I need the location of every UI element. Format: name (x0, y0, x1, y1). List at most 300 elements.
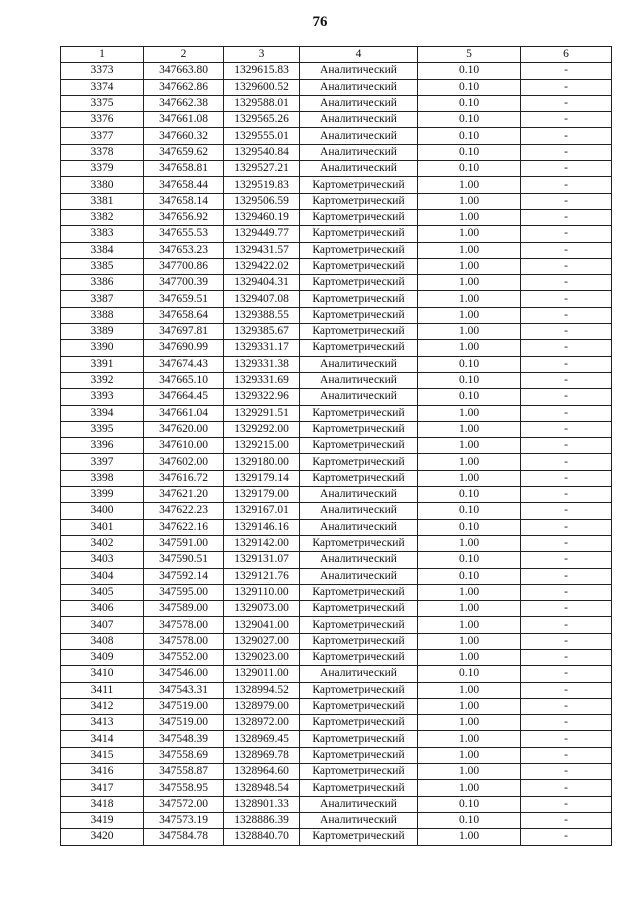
x-coordinate-cell: 347558.87 (144, 764, 224, 780)
description-cell: - (521, 454, 612, 470)
table-row (61, 405, 612, 421)
accuracy-cell: 0.10 (418, 161, 521, 177)
y-coordinate-cell: 1329615.83 (224, 63, 300, 79)
y-coordinate-cell: 1328969.45 (224, 731, 300, 747)
y-coordinate-cell: 1329146.16 (224, 519, 300, 535)
accuracy-cell: 0.10 (418, 95, 521, 111)
y-coordinate-cell: 1329527.21 (224, 161, 300, 177)
description-cell: - (521, 780, 612, 796)
accuracy-cell: 0.10 (418, 666, 521, 682)
x-coordinate-cell: 347519.00 (144, 715, 224, 731)
method-cell: Картометрический (300, 340, 418, 356)
x-coordinate-cell: 347658.14 (144, 193, 224, 209)
point-number-cell: 3408 (61, 633, 144, 649)
y-coordinate-cell: 1329121.76 (224, 568, 300, 584)
point-number-cell: 3393 (61, 389, 144, 405)
method-cell: Аналитический (300, 356, 418, 372)
accuracy-cell: 1.00 (418, 535, 521, 551)
accuracy-cell: 1.00 (418, 633, 521, 649)
column-header-3: 3 (224, 47, 300, 63)
x-coordinate-cell: 347660.32 (144, 128, 224, 144)
y-coordinate-cell: 1329460.19 (224, 209, 300, 225)
y-coordinate-cell: 1328969.78 (224, 747, 300, 763)
y-coordinate-cell: 1328948.54 (224, 780, 300, 796)
accuracy-cell: 1.00 (418, 324, 521, 340)
description-cell: - (521, 356, 612, 372)
method-cell: Аналитический (300, 568, 418, 584)
y-coordinate-cell: 1329073.00 (224, 601, 300, 617)
accuracy-cell: 0.10 (418, 356, 521, 372)
point-number-cell: 3409 (61, 649, 144, 665)
method-cell: Аналитический (300, 389, 418, 405)
x-coordinate-cell: 347578.00 (144, 617, 224, 633)
point-number-cell: 3399 (61, 487, 144, 503)
description-cell: - (521, 633, 612, 649)
description-cell: - (521, 340, 612, 356)
description-cell: - (521, 470, 612, 486)
description-cell: - (521, 95, 612, 111)
table-row (61, 601, 612, 617)
x-coordinate-cell: 347548.39 (144, 731, 224, 747)
x-coordinate-cell: 347656.92 (144, 209, 224, 225)
y-coordinate-cell: 1329588.01 (224, 95, 300, 111)
description-cell: - (521, 79, 612, 95)
y-coordinate-cell: 1329110.00 (224, 584, 300, 600)
method-cell: Аналитический (300, 95, 418, 111)
y-coordinate-cell: 1329041.00 (224, 617, 300, 633)
point-number-cell: 3388 (61, 307, 144, 323)
description-cell: - (521, 601, 612, 617)
x-coordinate-cell: 347663.80 (144, 63, 224, 79)
description-cell: - (521, 193, 612, 209)
point-number-cell: 3405 (61, 584, 144, 600)
accuracy-cell: 1.00 (418, 731, 521, 747)
table-row (61, 584, 612, 600)
x-coordinate-cell: 347620.00 (144, 421, 224, 437)
method-cell: Картометрический (300, 584, 418, 600)
accuracy-cell: 1.00 (418, 405, 521, 421)
point-number-cell: 3392 (61, 372, 144, 388)
x-coordinate-cell: 347661.04 (144, 405, 224, 421)
method-cell: Аналитический (300, 372, 418, 388)
table-row (61, 649, 612, 665)
x-coordinate-cell: 347658.64 (144, 307, 224, 323)
table-row (61, 63, 612, 79)
method-cell: Картометрический (300, 617, 418, 633)
method-cell: Картометрический (300, 764, 418, 780)
method-cell: Картометрический (300, 275, 418, 291)
y-coordinate-cell: 1329540.84 (224, 144, 300, 160)
description-cell: - (521, 209, 612, 225)
table-row (61, 764, 612, 780)
y-coordinate-cell: 1329027.00 (224, 633, 300, 649)
table-row (61, 258, 612, 274)
point-number-cell: 3381 (61, 193, 144, 209)
table-row (61, 438, 612, 454)
description-cell: - (521, 389, 612, 405)
accuracy-cell: 1.00 (418, 682, 521, 698)
table-row (61, 95, 612, 111)
point-number-cell: 3380 (61, 177, 144, 193)
table-row (61, 356, 612, 372)
table-row (61, 552, 612, 568)
method-cell: Картометрический (300, 535, 418, 551)
y-coordinate-cell: 1329431.57 (224, 242, 300, 258)
y-coordinate-cell: 1329215.00 (224, 438, 300, 454)
method-cell: Картометрический (300, 715, 418, 731)
y-coordinate-cell: 1328886.39 (224, 812, 300, 828)
y-coordinate-cell: 1329011.00 (224, 666, 300, 682)
method-cell: Аналитический (300, 63, 418, 79)
table-row (61, 454, 612, 470)
x-coordinate-cell: 347592.14 (144, 568, 224, 584)
description-cell: - (521, 519, 612, 535)
point-number-cell: 3415 (61, 747, 144, 763)
y-coordinate-cell: 1329291.51 (224, 405, 300, 421)
point-number-cell: 3374 (61, 79, 144, 95)
x-coordinate-cell: 347572.00 (144, 796, 224, 812)
method-cell: Картометрический (300, 324, 418, 340)
x-coordinate-cell: 347700.86 (144, 258, 224, 274)
point-number-cell: 3386 (61, 275, 144, 291)
table-row (61, 389, 612, 405)
description-cell: - (521, 242, 612, 258)
method-cell: Картометрический (300, 291, 418, 307)
method-cell: Картометрический (300, 601, 418, 617)
table-header (61, 47, 612, 63)
y-coordinate-cell: 1329600.52 (224, 79, 300, 95)
method-cell: Аналитический (300, 487, 418, 503)
description-cell: - (521, 682, 612, 698)
description-cell: - (521, 226, 612, 242)
accuracy-cell: 0.10 (418, 568, 521, 584)
point-number-cell: 3385 (61, 258, 144, 274)
method-cell: Аналитический (300, 812, 418, 828)
table-row (61, 144, 612, 160)
x-coordinate-cell: 347595.00 (144, 584, 224, 600)
table-row (61, 242, 612, 258)
y-coordinate-cell: 1329331.17 (224, 340, 300, 356)
point-number-cell: 3373 (61, 63, 144, 79)
table-row (61, 193, 612, 209)
description-cell: - (521, 421, 612, 437)
y-coordinate-cell: 1329422.02 (224, 258, 300, 274)
method-cell: Аналитический (300, 519, 418, 535)
accuracy-cell: 0.10 (418, 487, 521, 503)
y-coordinate-cell: 1329167.01 (224, 503, 300, 519)
accuracy-cell: 1.00 (418, 780, 521, 796)
accuracy-cell: 1.00 (418, 747, 521, 763)
table-row (61, 715, 612, 731)
accuracy-cell: 1.00 (418, 698, 521, 714)
method-cell: Картометрический (300, 698, 418, 714)
accuracy-cell: 0.10 (418, 812, 521, 828)
table-row (61, 307, 612, 323)
table-row (61, 731, 612, 747)
description-cell: - (521, 584, 612, 600)
table-row (61, 568, 612, 584)
x-coordinate-cell: 347658.44 (144, 177, 224, 193)
description-cell: - (521, 617, 612, 633)
method-cell: Картометрический (300, 405, 418, 421)
table-row (61, 829, 612, 845)
accuracy-cell: 0.10 (418, 144, 521, 160)
point-number-cell: 3390 (61, 340, 144, 356)
method-cell: Картометрический (300, 649, 418, 665)
y-coordinate-cell: 1329407.08 (224, 291, 300, 307)
accuracy-cell: 1.00 (418, 209, 521, 225)
point-number-cell: 3420 (61, 829, 144, 845)
point-number-cell: 3391 (61, 356, 144, 372)
y-coordinate-cell: 1328972.00 (224, 715, 300, 731)
table-row (61, 503, 612, 519)
x-coordinate-cell: 347558.95 (144, 780, 224, 796)
point-number-cell: 3379 (61, 161, 144, 177)
point-number-cell: 3414 (61, 731, 144, 747)
method-cell: Аналитический (300, 112, 418, 128)
point-number-cell: 3411 (61, 682, 144, 698)
description-cell: - (521, 258, 612, 274)
y-coordinate-cell: 1329519.83 (224, 177, 300, 193)
method-cell: Аналитический (300, 503, 418, 519)
table-row (61, 633, 612, 649)
point-number-cell: 3387 (61, 291, 144, 307)
x-coordinate-cell: 347546.00 (144, 666, 224, 682)
y-coordinate-cell: 1329179.14 (224, 470, 300, 486)
description-cell: - (521, 666, 612, 682)
description-cell: - (521, 63, 612, 79)
y-coordinate-cell: 1328840.70 (224, 829, 300, 845)
table-row (61, 128, 612, 144)
method-cell: Картометрический (300, 454, 418, 470)
method-cell: Картометрический (300, 226, 418, 242)
accuracy-cell: 1.00 (418, 649, 521, 665)
x-coordinate-cell: 347578.00 (144, 633, 224, 649)
x-coordinate-cell: 347658.81 (144, 161, 224, 177)
description-cell: - (521, 552, 612, 568)
x-coordinate-cell: 347558.69 (144, 747, 224, 763)
method-cell: Картометрический (300, 470, 418, 486)
point-number-cell: 3398 (61, 470, 144, 486)
point-number-cell: 3377 (61, 128, 144, 144)
point-number-cell: 3401 (61, 519, 144, 535)
accuracy-cell: 0.10 (418, 79, 521, 95)
point-number-cell: 3403 (61, 552, 144, 568)
page-number: 76 (312, 14, 328, 30)
description-cell: - (521, 144, 612, 160)
accuracy-cell: 1.00 (418, 340, 521, 356)
accuracy-cell: 0.10 (418, 63, 521, 79)
accuracy-cell: 1.00 (418, 470, 521, 486)
y-coordinate-cell: 1329331.38 (224, 356, 300, 372)
y-coordinate-cell: 1329180.00 (224, 454, 300, 470)
method-cell: Картометрический (300, 421, 418, 437)
point-number-cell: 3376 (61, 112, 144, 128)
method-cell: Аналитический (300, 79, 418, 95)
description-cell: - (521, 177, 612, 193)
method-cell: Картометрический (300, 258, 418, 274)
description-cell: - (521, 568, 612, 584)
accuracy-cell: 1.00 (418, 275, 521, 291)
point-number-cell: 3417 (61, 780, 144, 796)
y-coordinate-cell: 1329506.59 (224, 193, 300, 209)
x-coordinate-cell: 347697.81 (144, 324, 224, 340)
description-cell: - (521, 291, 612, 307)
y-coordinate-cell: 1329292.00 (224, 421, 300, 437)
accuracy-cell: 1.00 (418, 829, 521, 845)
accuracy-cell: 1.00 (418, 421, 521, 437)
y-coordinate-cell: 1329388.55 (224, 307, 300, 323)
table-row (61, 291, 612, 307)
point-number-cell: 3384 (61, 242, 144, 258)
column-header-1: 1 (61, 47, 144, 63)
description-cell: - (521, 128, 612, 144)
table-row (61, 747, 612, 763)
accuracy-cell: 1.00 (418, 584, 521, 600)
table-row (61, 340, 612, 356)
x-coordinate-cell: 347519.00 (144, 698, 224, 714)
accuracy-cell: 0.10 (418, 128, 521, 144)
point-number-cell: 3413 (61, 715, 144, 731)
column-header-5: 5 (418, 47, 521, 63)
x-coordinate-cell: 347622.16 (144, 519, 224, 535)
point-number-cell: 3397 (61, 454, 144, 470)
table-row (61, 698, 612, 714)
table-row (61, 666, 612, 682)
method-cell: Аналитический (300, 666, 418, 682)
accuracy-cell: 0.10 (418, 372, 521, 388)
x-coordinate-cell: 347621.20 (144, 487, 224, 503)
y-coordinate-cell: 1329385.67 (224, 324, 300, 340)
y-coordinate-cell: 1328964.60 (224, 764, 300, 780)
y-coordinate-cell: 1329449.77 (224, 226, 300, 242)
point-number-cell: 3402 (61, 535, 144, 551)
method-cell: Картометрический (300, 747, 418, 763)
description-cell: - (521, 535, 612, 551)
table-row (61, 812, 612, 828)
y-coordinate-cell: 1329131.07 (224, 552, 300, 568)
method-cell: Аналитический (300, 796, 418, 812)
accuracy-cell: 1.00 (418, 715, 521, 731)
y-coordinate-cell: 1329142.00 (224, 535, 300, 551)
table-row (61, 617, 612, 633)
method-cell: Картометрический (300, 193, 418, 209)
x-coordinate-cell: 347661.08 (144, 112, 224, 128)
x-coordinate-cell: 347655.53 (144, 226, 224, 242)
point-number-cell: 3418 (61, 796, 144, 812)
x-coordinate-cell: 347665.10 (144, 372, 224, 388)
description-cell: - (521, 487, 612, 503)
y-coordinate-cell: 1329565.26 (224, 112, 300, 128)
method-cell: Картометрический (300, 780, 418, 796)
description-cell: - (521, 112, 612, 128)
accuracy-cell: 1.00 (418, 601, 521, 617)
x-coordinate-cell: 347700.39 (144, 275, 224, 291)
y-coordinate-cell: 1329023.00 (224, 649, 300, 665)
table-row (61, 470, 612, 486)
x-coordinate-cell: 347662.38 (144, 95, 224, 111)
method-cell: Картометрический (300, 633, 418, 649)
table-row (61, 209, 612, 225)
x-coordinate-cell: 347590.51 (144, 552, 224, 568)
y-coordinate-cell: 1329179.00 (224, 487, 300, 503)
accuracy-cell: 0.10 (418, 552, 521, 568)
point-number-cell: 3378 (61, 144, 144, 160)
description-cell: - (521, 731, 612, 747)
table-row (61, 161, 612, 177)
accuracy-cell: 1.00 (418, 617, 521, 633)
point-number-cell: 3375 (61, 95, 144, 111)
accuracy-cell: 1.00 (418, 177, 521, 193)
table-row (61, 682, 612, 698)
accuracy-cell: 0.10 (418, 112, 521, 128)
table-row (61, 79, 612, 95)
table-row (61, 324, 612, 340)
point-number-cell: 3406 (61, 601, 144, 617)
column-header-2: 2 (144, 47, 224, 63)
x-coordinate-cell: 347662.86 (144, 79, 224, 95)
point-number-cell: 3410 (61, 666, 144, 682)
description-cell: - (521, 372, 612, 388)
description-cell: - (521, 503, 612, 519)
accuracy-cell: 1.00 (418, 226, 521, 242)
table-row (61, 226, 612, 242)
table-row (61, 535, 612, 551)
y-coordinate-cell: 1329404.31 (224, 275, 300, 291)
x-coordinate-cell: 347690.99 (144, 340, 224, 356)
x-coordinate-cell: 347659.51 (144, 291, 224, 307)
point-number-cell: 3404 (61, 568, 144, 584)
point-number-cell: 3400 (61, 503, 144, 519)
y-coordinate-cell: 1329322.96 (224, 389, 300, 405)
description-cell: - (521, 649, 612, 665)
point-number-cell: 3389 (61, 324, 144, 340)
accuracy-cell: 1.00 (418, 307, 521, 323)
description-cell: - (521, 715, 612, 731)
x-coordinate-cell: 347659.62 (144, 144, 224, 160)
accuracy-cell: 1.00 (418, 242, 521, 258)
x-coordinate-cell: 347589.00 (144, 601, 224, 617)
y-coordinate-cell: 1329331.69 (224, 372, 300, 388)
description-cell: - (521, 698, 612, 714)
description-cell: - (521, 307, 612, 323)
description-cell: - (521, 796, 612, 812)
method-cell: Аналитический (300, 161, 418, 177)
x-coordinate-cell: 347653.23 (144, 242, 224, 258)
description-cell: - (521, 747, 612, 763)
point-number-cell: 3416 (61, 764, 144, 780)
point-number-cell: 3383 (61, 226, 144, 242)
method-cell: Картометрический (300, 242, 418, 258)
coordinates-table (60, 46, 612, 846)
table-row (61, 275, 612, 291)
description-cell: - (521, 812, 612, 828)
table-row (61, 487, 612, 503)
table-row (61, 780, 612, 796)
header-row (61, 47, 612, 63)
table-row (61, 112, 612, 128)
x-coordinate-cell: 347584.78 (144, 829, 224, 845)
x-coordinate-cell: 347616.72 (144, 470, 224, 486)
x-coordinate-cell: 347602.00 (144, 454, 224, 470)
method-cell: Картометрический (300, 731, 418, 747)
x-coordinate-cell: 347573.19 (144, 812, 224, 828)
x-coordinate-cell: 347552.00 (144, 649, 224, 665)
y-coordinate-cell: 1329555.01 (224, 128, 300, 144)
y-coordinate-cell: 1328979.00 (224, 698, 300, 714)
point-number-cell: 3412 (61, 698, 144, 714)
table-body (61, 63, 612, 845)
